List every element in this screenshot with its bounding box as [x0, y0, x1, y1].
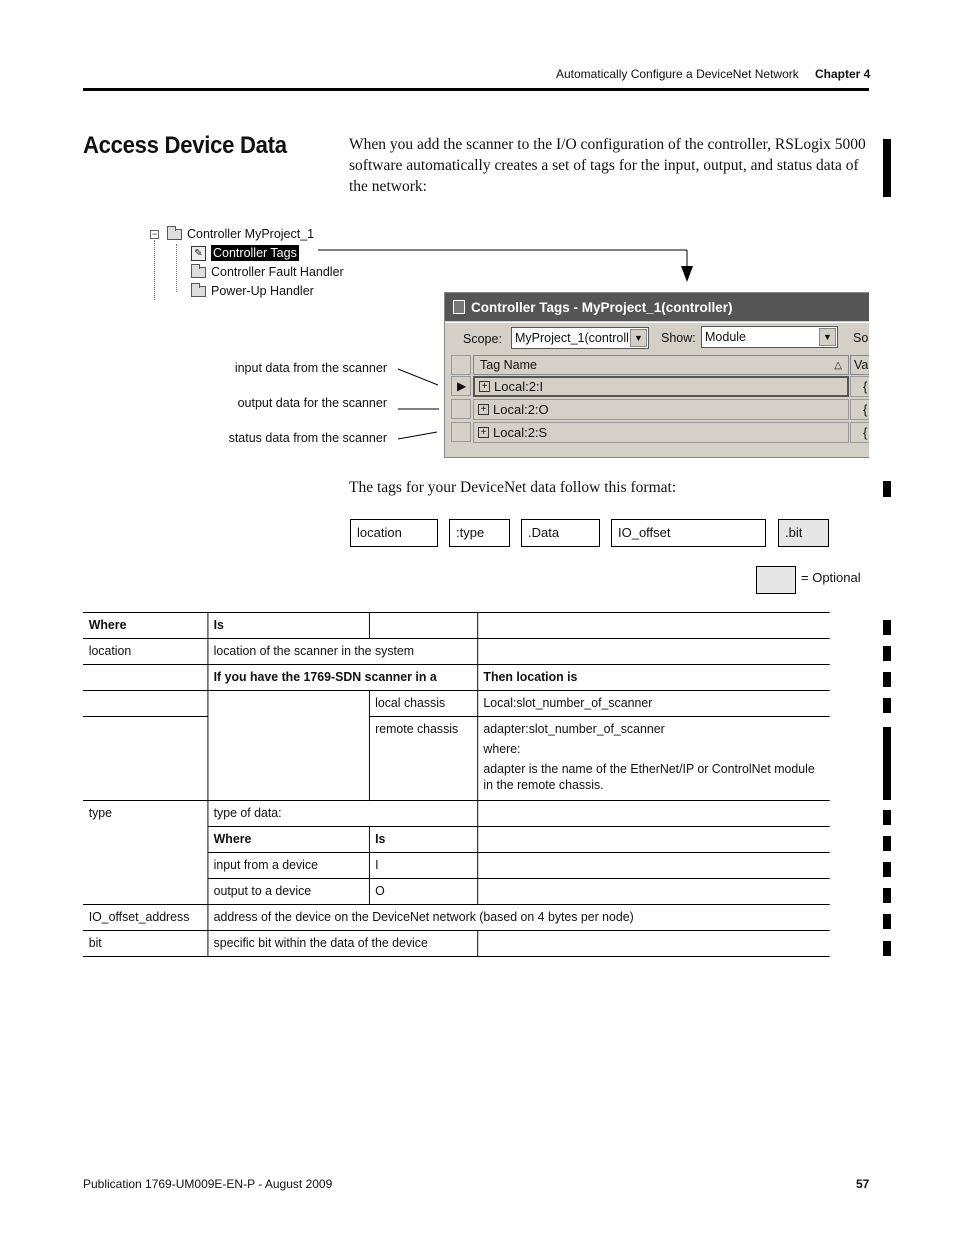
sort-triangle-icon: △ [834, 359, 842, 371]
footer-publication: Publication 1769-UM009E-EN-P - August 2009 [83, 1177, 333, 1191]
tag-format-table [83, 612, 830, 957]
table-row [83, 931, 830, 957]
table-cell [477, 827, 829, 853]
column-header-label: Tag Name [480, 358, 537, 372]
tag-value[interactable]: { [850, 399, 869, 420]
table-row [83, 665, 830, 691]
table-subheader: Where [207, 827, 368, 853]
window-title-bar [445, 293, 869, 321]
scope-label: Scope: [463, 332, 502, 346]
table-cell [83, 691, 207, 717]
tree-item-label: Controller Tags [213, 246, 297, 260]
intro-paragraph: When you add the scanner to the I/O configuration of the controller, RSLogix 5000 software automatically creates a set of tags for the input, output, and status data of the network: [349, 136, 866, 195]
optional-legend: = Optional [801, 570, 861, 585]
annotation-output: output data for the scanner [237, 396, 387, 410]
tag-value[interactable]: { [850, 422, 869, 443]
table-row [83, 613, 830, 639]
table-cell: O [369, 879, 477, 905]
where-text: where: [483, 741, 521, 756]
table-row [83, 801, 830, 827]
format-type: :type [449, 519, 510, 547]
table-cell: remote chassis [369, 717, 477, 801]
table-subheader: Is [369, 827, 477, 853]
tags-icon: ✎ [191, 246, 206, 261]
format-bit-optional: .bit [778, 519, 829, 547]
page-number: 57 [856, 1177, 870, 1191]
table-cell [369, 613, 477, 639]
scope-select[interactable] [511, 327, 649, 349]
tag-row[interactable] [473, 422, 849, 443]
table-row [83, 905, 830, 931]
row-selector[interactable] [451, 399, 471, 419]
tree-item-label: Power-Up Handler [211, 284, 314, 298]
controller-tags-window [444, 292, 869, 458]
expand-icon[interactable]: + [479, 381, 490, 392]
format-intro: The tags for your DeviceNet data follow this format: [349, 479, 677, 496]
table-cell [477, 639, 829, 665]
tag-name: Local:2:I [494, 379, 544, 394]
row-selector-current[interactable] [451, 376, 471, 396]
annotation-leader [398, 432, 437, 439]
window-title: Controller Tags - MyProject_1(controller) [471, 299, 733, 315]
running-header-section: Automatically Configure a DeviceNet Network [556, 67, 799, 81]
expand-icon[interactable]: + [478, 404, 489, 415]
table-row [83, 639, 830, 665]
table-cell: bit [83, 931, 207, 957]
table-subheader: Then location is [477, 665, 829, 691]
table-cell [477, 801, 829, 827]
running-header-chapter: Chapter 4 [815, 67, 871, 81]
format-location: location [350, 519, 438, 547]
format-data: .Data [521, 519, 600, 547]
grid-corner [451, 355, 471, 375]
table-cell [477, 853, 829, 879]
table-cell [207, 691, 368, 801]
table-cell: I [369, 853, 477, 879]
annotation-status: status data from the scanner [228, 431, 387, 445]
page-title: Access Device Data [83, 132, 287, 159]
table-cell: specific bit within the data of the device [207, 931, 477, 957]
table-cell: type of data: [207, 801, 477, 827]
table-cell: address of the device on the DeviceNet network (based on 4 bytes per node) [207, 905, 829, 931]
adapter-text: adapter is the name of the EtherNet/IP or ControlNet module in the remote chassis. [483, 761, 815, 792]
format-io-offset: IO_offset [611, 519, 766, 547]
column-header-value[interactable]: Va [850, 355, 869, 375]
annotation-leader [398, 369, 438, 385]
show-select[interactable] [701, 326, 838, 348]
table-header-is: Is [207, 613, 368, 639]
annotation-input: input data from the scanner [234, 361, 387, 375]
row-selector[interactable] [451, 422, 471, 442]
table-row [83, 717, 830, 801]
scope-value: MyProject_1(controll [515, 331, 629, 345]
tag-name: Local:2:O [493, 402, 549, 417]
table-cell: input from a device [207, 853, 368, 879]
show-label: Show: [661, 331, 696, 345]
table-cell: IO_offset_address [83, 905, 207, 931]
table-cell [477, 717, 829, 801]
table-cell: type [83, 801, 207, 905]
arrow-head [681, 266, 693, 282]
column-header-tag-name[interactable] [473, 355, 849, 375]
tree-root-label: Controller MyProject_1 [187, 227, 315, 241]
tag-name: Local:2:S [493, 425, 548, 440]
table-cell: local chassis [369, 691, 477, 717]
table-cell: location [83, 639, 207, 665]
current-row-arrow-icon: ▶ [457, 379, 467, 393]
chevron-down-icon[interactable]: ▼ [819, 328, 836, 346]
expand-icon[interactable]: + [478, 427, 489, 438]
optional-swatch [756, 566, 796, 594]
table-cell [477, 879, 829, 905]
sort-label-partial: So [853, 331, 869, 345]
tree-item-label: Controller Fault Handler [211, 265, 344, 279]
table-cell [83, 717, 207, 801]
table-cell [477, 613, 829, 639]
table-header-where: Where [83, 613, 207, 639]
tag-row[interactable] [473, 376, 849, 397]
window-icon [453, 300, 465, 314]
table-cell [83, 665, 207, 691]
table-row [83, 691, 830, 717]
chevron-down-icon[interactable]: ▼ [630, 329, 647, 347]
collapse-icon[interactable]: − [151, 228, 158, 239]
table-cell: output to a device [207, 879, 368, 905]
table-cell: location of the scanner in the system [207, 639, 477, 665]
table-subheader: If you have the 1769-SDN scanner in a [207, 665, 477, 691]
show-value: Module [705, 330, 746, 344]
tag-value[interactable]: { [850, 376, 869, 397]
tag-row[interactable] [473, 399, 849, 420]
remote-value: adapter:slot_number_of_scanner [483, 721, 665, 736]
table-cell [477, 931, 829, 957]
table-cell: Local:slot_number_of_scanner [477, 691, 829, 717]
